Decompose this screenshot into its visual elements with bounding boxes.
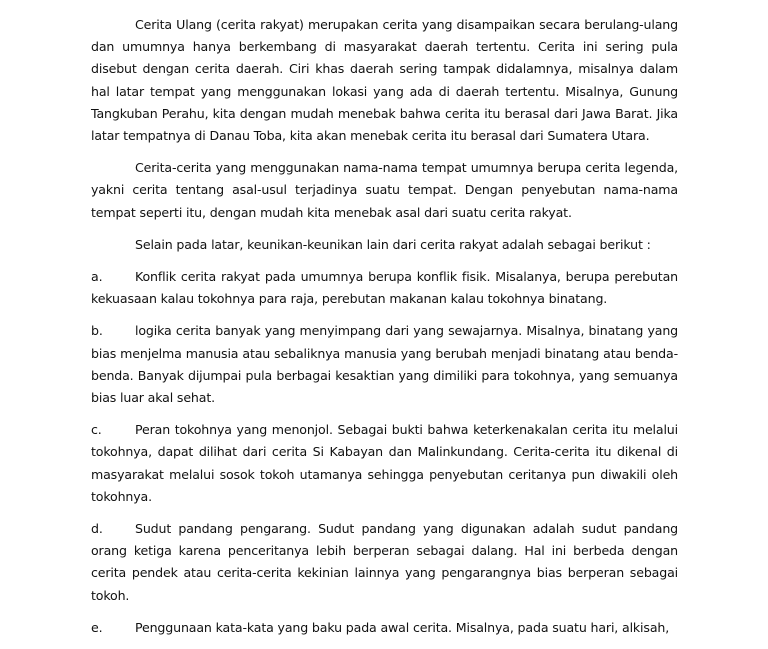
document-page [91, 14, 678, 649]
list-item-text: Peran tokohnya yang menonjol. Sebagai bukti bahwa keterkenakalan cerita itu melalui tokohnya, dapat dilihat dari cerita Si Kabayan dan Malinkundang. Cerita-cerita itu dikenal di masyarakat melalui sosok tokoh utamanya sehingga penyebutan ceritanya pun diwakili oleh tokohnya. [91, 422, 678, 504]
paragraph-legenda: Cerita-cerita yang menggunakan nama-nama tempat umumnya berupa cerita legenda, yakni cerita tentang asal-usul terjadinya suatu tempat. Dengan penyebutan nama-nama tempat seperti itu, dengan mudah kita menebak asal dari suatu cerita rakyat. [91, 160, 678, 220]
list-item-a [91, 266, 678, 310]
list-item-c [91, 419, 678, 508]
list-item-text: Penggunaan kata-kata yang baku pada awal cerita. Misalnya, pada suatu hari, alkisah, [135, 619, 670, 635]
list-marker: c. [91, 422, 102, 438]
list-item-text: Sudut pandang pengarang. Sudut pandang yang digunakan adalah sudut pandang orang ketiga karena penceritanya lebih berperan sebagai dalang. Hal ini berbeda dengan cerita pendek atau cerita-cerita kekinian lainnya yang pengarangnya bias berperan sebagai tokoh. [91, 521, 678, 603]
list-item-text: logika cerita banyak yang menyimpang dari yang sewajarnya. Misalnya, binatang yang bias menjelma manusia atau sebaliknya manusia yang berubah menjadi binatang atau benda-benda. Banyak dijumpai pula berbagai kesaktian yang dimiliki para tokohnya, yang semuanya bias luar akal sehat. [91, 323, 678, 406]
list-marker: a. [91, 269, 103, 285]
paragraph-intro: Cerita Ulang (cerita rakyat) merupakan cerita yang disampaikan secara berulang-ulang dan umumnya hanya berkembang di masyarakat daerah tertentu. Cerita ini sering pula disebut dengan cerita daerah. Ciri khas daerah sering tampak didalamnya, misalnya dalam hal latar tempat yang menggunakan lokasi yang ada di daerah tertentu. Misalnya, Gunung Tangkuban Perahu, kita dengan mudah menebak bahwa cerita itu berasal dari Jawa Barat. Jika latar tempatnya di Danau Toba, kita akan menebak cerita itu berasal dari Sumatera Utara. [91, 17, 678, 144]
list-marker: b. [91, 323, 103, 339]
list-marker: e. [91, 619, 103, 635]
list-marker: d. [91, 521, 103, 537]
list-item-d [91, 518, 678, 607]
list-item-b [91, 320, 678, 409]
list-item-e [91, 617, 678, 639]
list-item-text: Konflik cerita rakyat pada umumnya berupa konflik fisik. Misalanya, berupa perebutan kekuasaan kalau tokohnya para raja, perebutan makanan kalau tokohnya binatang. [91, 269, 678, 307]
paragraph-keunikan: Selain pada latar, keunikan-keunikan lain dari cerita rakyat adalah sebagai berikut : [135, 236, 651, 252]
